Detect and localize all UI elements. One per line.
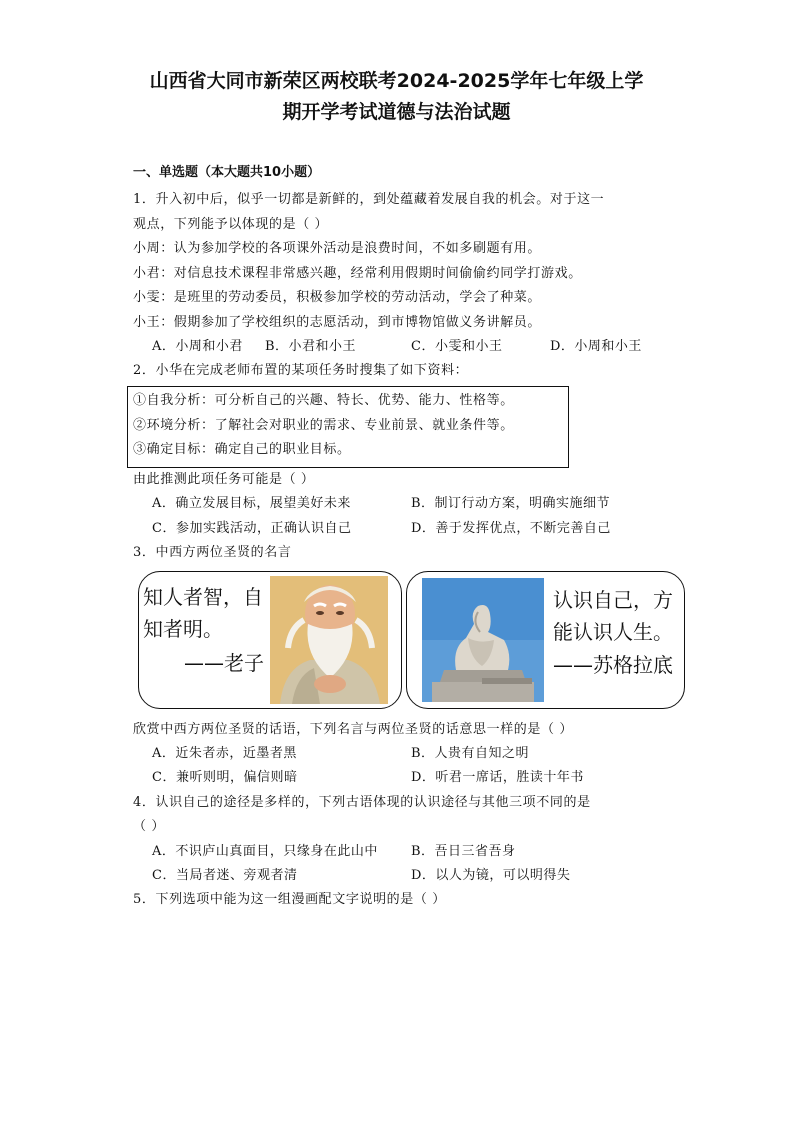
laozi-quote-line1: 知人者智，自 [143,585,263,609]
socrates-quote-line1: 认识自己，方 [553,588,673,612]
exam-title-line1: 山西省大同市新荣区两校联考2024-2025学年七年级上学 [149,70,644,92]
q1-option-b[interactable]: B．小君和小王 [265,339,357,354]
socrates-statue-image [422,578,544,702]
q2-material-box [127,386,569,468]
q4-option-d[interactable]: D．以人为镜，可以明得失 [411,868,571,883]
section-heading: 一、单选题（本大题共10小题） [133,165,321,180]
laozi-attribution: ——老子 [184,651,264,675]
q1-stem-line1: 1．升入初中后，似乎一切都是新鲜的，到处蕴藏着发展自我的机会。对于这一 [133,192,605,207]
q2-stem: 2．小华在完成老师布置的某项任务时搜集了如下资料： [133,363,469,378]
exam-title-line2: 期开学考试道德与法治试题 [282,101,511,123]
q2-material-1: ①自我分析：可分析自己的兴趣、特长、优势、能力、性格等。 [133,393,514,408]
q2-option-c[interactable]: C．参加实践活动，正确认识自己 [152,521,352,536]
q3-option-a[interactable]: A．近朱者赤，近墨者黑 [152,746,297,761]
laozi-quote-line2: 知者明。 [143,617,223,641]
q4-option-c[interactable]: C．当局者迷、旁观者清 [152,868,298,883]
q1-option-a[interactable]: A．小周和小君 [152,339,243,354]
q1-option-c[interactable]: C．小雯和小王 [411,339,503,354]
q1-statement-4: 小王：假期参加了学校组织的志愿活动，到市博物馆做义务讲解员。 [133,315,542,330]
q3-option-d[interactable]: D．听君一席话，胜读十年书 [411,770,584,785]
socrates-quote-line2: 能认识人生。 [553,620,673,644]
q1-statement-1: 小周：认为参加学校的各项课外活动是浪费时间，不如多刷题有用。 [133,241,542,256]
q2-option-d[interactable]: D．善于发挥优点，不断完善自己 [411,521,611,536]
q2-material-2: ②环境分析：了解社会对职业的需求、专业前景、就业条件等。 [133,418,514,433]
q3-question: 欣赏中西方两位圣贤的话语，下列名言与两位圣贤的话意思一样的是（ ） [133,722,573,737]
q1-statement-2: 小君：对信息技术课程非常感兴趣，经常利用假期时间偷偷约同学打游戏。 [133,266,582,281]
q3-option-c[interactable]: C．兼听则明，偏信则暗 [152,770,298,785]
q2-material-3: ③确定目标：确定自己的职业目标。 [133,442,351,457]
q5-stem: 5．下列选项中能为这一组漫画配文字说明的是（ ） [133,892,446,907]
laozi-portrait-image [270,576,388,704]
q4-stem-line1: 4．认识自己的途径是多样的，下列古语体现的认识途径与其他三项不同的是 [133,795,591,810]
socrates-attribution: ——苏格拉底 [553,653,673,677]
q4-option-b[interactable]: B．吾日三省吾身 [411,844,516,859]
q1-statement-3: 小雯：是班里的劳动委员，积极参加学校的劳动活动，学会了种菜。 [133,290,542,305]
q3-option-b[interactable]: B．人贵有自知之明 [411,746,530,761]
q2-question: 由此推测此项任务可能是（ ） [133,472,315,487]
q2-option-a[interactable]: A．确立发展目标，展望美好未来 [152,496,351,511]
q2-option-b[interactable]: B．制订行动方案，明确实施细节 [411,496,611,511]
q1-option-d[interactable]: D．小周和小王 [550,339,642,354]
q3-stem: 3．中西方两位圣贤的名言 [133,545,292,560]
q4-stem-line2: （ ） [133,819,165,834]
q1-stem-line2: 观点，下列能予以体现的是（ ） [133,217,329,232]
q4-option-a[interactable]: A．不识庐山真面目，只缘身在此山中 [152,844,378,859]
